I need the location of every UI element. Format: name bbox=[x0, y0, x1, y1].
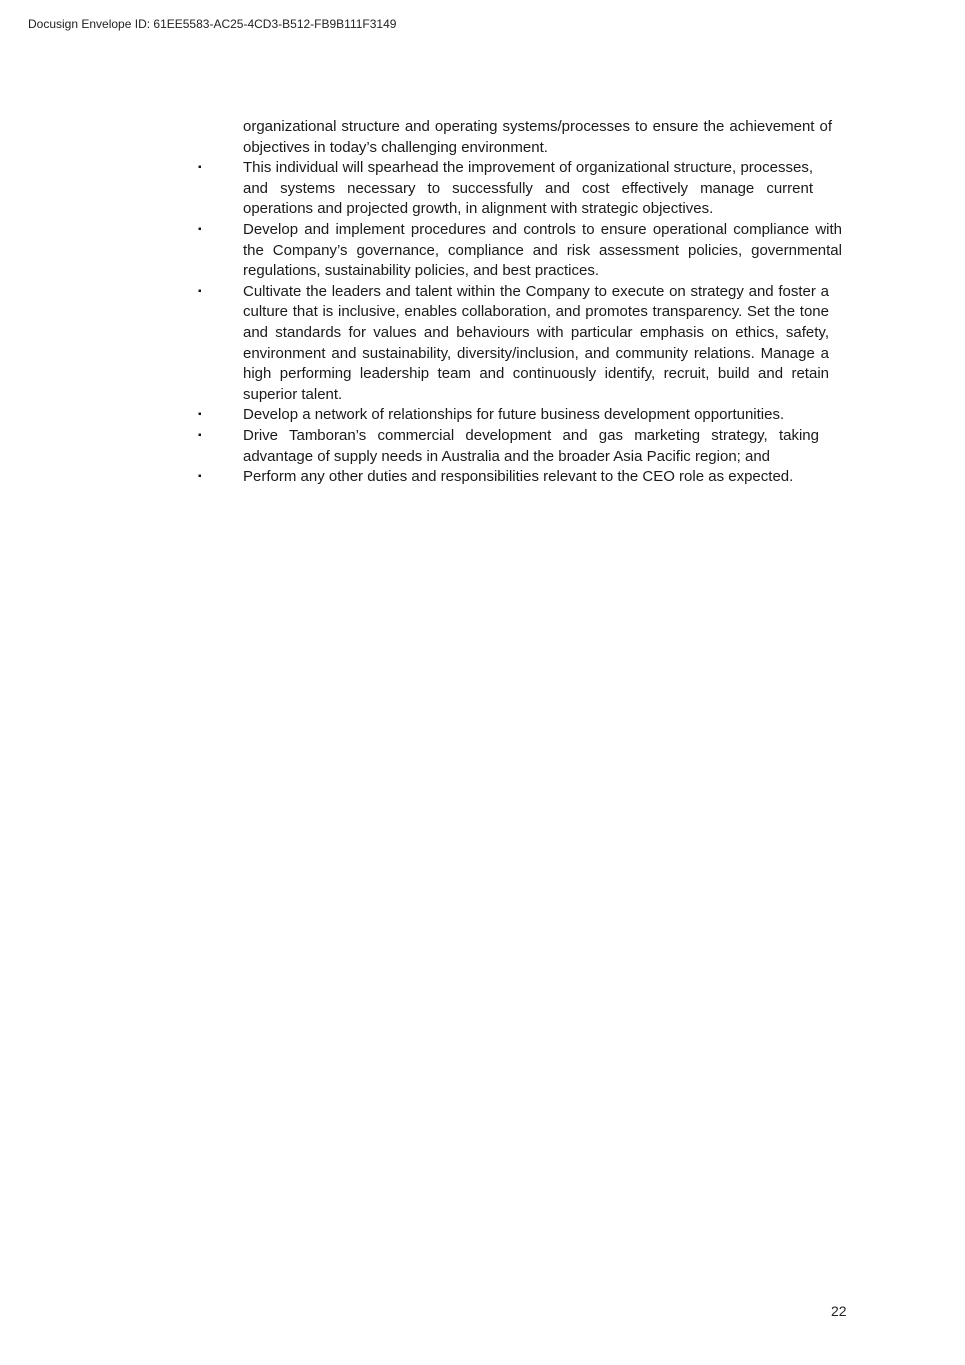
list-item bbox=[198, 467, 842, 488]
square-bullet-icon: ▪ bbox=[198, 162, 202, 174]
square-bullet-icon: ▪ bbox=[198, 429, 202, 441]
list-item bbox=[198, 158, 842, 220]
square-bullet-icon: ▪ bbox=[198, 409, 202, 421]
list-item-text: Cultivate the leaders and talent within the Company to execute on strategy and foster a culture that is inclusive, enables collaboration, and promotes transparency. Set the tone and standards for values and behaviours with particular emphasis on ethics, safety, environment and sustainability, diversity/inclusion, and community relations. Manage a high performing leadership team and continuously identify, recruit, build and retain superior talent. bbox=[243, 282, 829, 403]
page-number: 22 bbox=[831, 1303, 847, 1319]
docusign-envelope-id: Docusign Envelope ID: 61EE5583-AC25-4CD3-B512-FB9B111F3149 bbox=[28, 17, 397, 31]
document-body bbox=[198, 117, 842, 488]
list-item-text: This individual will spearhead the improvement of organizational structure, processes, and systems necessary to successfully and cost effectively manage current operations and projected growth, in alignment with strategic objectives. bbox=[243, 159, 813, 218]
list-item bbox=[198, 282, 842, 406]
square-bullet-icon: ▪ bbox=[198, 285, 202, 297]
list-item bbox=[198, 426, 842, 467]
list-item-text: Develop and implement procedures and controls to ensure operational compliance with the Company’s governance, compliance and risk assessment policies, governmental regulations, sustainability policies, and best practices. bbox=[243, 220, 842, 280]
list-item bbox=[198, 220, 842, 282]
square-bullet-icon: ▪ bbox=[198, 471, 202, 483]
square-bullet-icon: ▪ bbox=[198, 223, 202, 235]
list-item bbox=[198, 405, 842, 426]
list-item-text: Develop a network of relationships for future business development opportunities. bbox=[243, 406, 785, 424]
list-item-text: Perform any other duties and responsibilities relevant to the CEO role as expected. bbox=[243, 468, 794, 486]
continuation-paragraph: organizational structure and operating systems/processes to ensure the achievement of objectives in today’s challenging environment. bbox=[243, 118, 832, 156]
responsibilities-list bbox=[198, 158, 842, 488]
list-item-text: Drive Tamboran’s commercial development and gas marketing strategy, taking advantage of supply needs in Australia and the broader Asia Pacific region; and bbox=[243, 426, 819, 465]
